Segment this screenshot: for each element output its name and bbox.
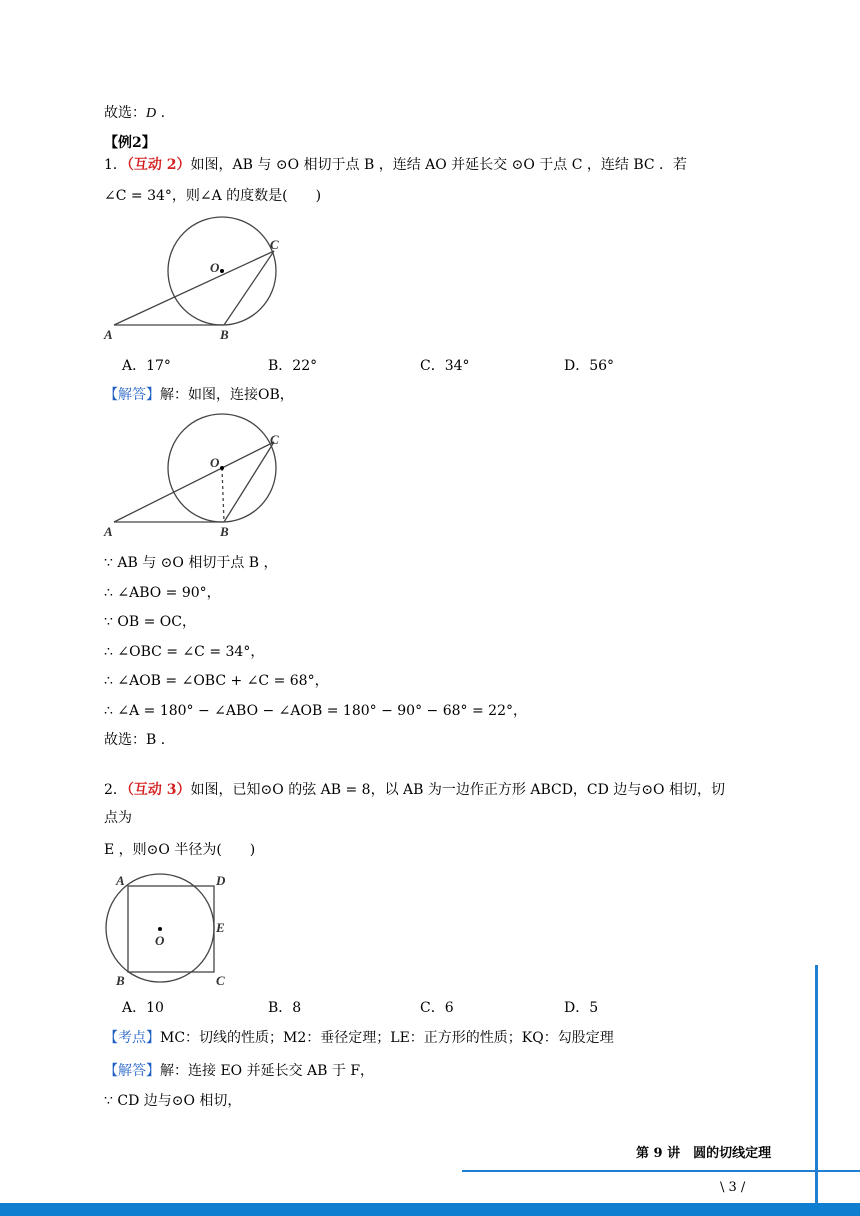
q2-step-1: ∵ CD 边与⊙O 相切， — [104, 1093, 242, 1109]
label-a: A — [104, 524, 113, 539]
q1-solution-intro — [104, 385, 294, 405]
center-point — [158, 927, 162, 931]
q1-step-5: ∴ ∠AOB = ∠OBC + ∠C = 68°， — [104, 673, 329, 689]
q1-step-3: ∵ OB = OC， — [104, 614, 196, 630]
q1-number: 1． — [104, 157, 127, 173]
answer-value: D — [146, 106, 157, 121]
kaodian-label: 【考点】 — [104, 1030, 160, 1046]
q2-option-a: A．10 — [122, 1000, 164, 1016]
q1-option-b: B．22° — [268, 358, 318, 374]
page-number: \ 3 / — [720, 1180, 746, 1195]
q2-text-a: 如图，已知⊙O 的弦 AB = 8，以 AB 为一边作正方形 ABCD，CD 边与⊙O 相切，切 — [190, 782, 725, 798]
segment-ob-dashed — [222, 468, 224, 522]
label-c: C — [216, 973, 225, 988]
solution-intro-text: 解：如图，连接OB， — [160, 387, 294, 403]
label-o: O — [155, 933, 165, 948]
label-a: A — [104, 327, 113, 342]
q1-text-b: AB 与 ⊙O 相切于点 B ，连结 AO 并延长交 ⊙O 于点 C ，连结 BC ．若 — [232, 157, 688, 173]
label-o: O — [210, 260, 220, 275]
segment-ac — [114, 251, 274, 325]
q2-number: 2． — [104, 782, 127, 798]
solution-label: 【解答】 — [104, 1063, 160, 1079]
footer-title: 第 9 讲 圆的切线定理 — [636, 1146, 772, 1161]
q2-figure — [100, 868, 240, 990]
segment-ac — [114, 442, 274, 522]
q1-tag: （互动 2） — [126, 157, 191, 173]
label-o: O — [210, 455, 220, 470]
solution-intro-text: 解：连接 EO 并延长交 AB 于 F， — [160, 1063, 375, 1079]
q1-step-1: ∵ AB 与 ⊙O 相切于点 B ， — [104, 555, 278, 571]
q2-option-b: B．8 — [268, 1000, 302, 1016]
q1-step-2: ∴ ∠ABO = 90°， — [104, 585, 221, 601]
solution-label: 【解答】 — [104, 387, 160, 403]
q2-stem-line3: E ，则⊙O 半径为( ) — [104, 842, 256, 858]
label-c: C — [270, 432, 279, 447]
q1-option-c: C．34° — [420, 358, 470, 374]
q2-tag: （互动 3） — [126, 782, 191, 798]
prev-answer: 故选：D . — [104, 105, 166, 121]
label-c: C — [270, 237, 279, 252]
label-b: B — [116, 973, 125, 988]
label-e: E — [216, 920, 225, 935]
q2-option-d: D．5 — [564, 1000, 599, 1016]
label-b: B — [220, 327, 229, 342]
q1-stem-line2: ∠C = 34°，则∠A 的度数是( ) — [104, 188, 322, 204]
label-a: A — [116, 873, 125, 888]
answer-prefix: 故选： — [104, 105, 146, 121]
q2-stem-line2: 点为 — [104, 810, 132, 826]
q2-kaodian — [104, 1028, 614, 1048]
q1-solution-figure — [100, 412, 300, 542]
bottom-bar — [0, 1203, 860, 1216]
q1-answer: 故选：B ． — [104, 732, 175, 748]
vertical-rule — [815, 965, 818, 1205]
q1-step-4: ∴ ∠OBC = ∠C = 34°， — [104, 644, 265, 660]
q1-text-a: 如图， — [190, 157, 233, 173]
q2-solution-intro — [104, 1061, 374, 1081]
q1-step-6: ∴ ∠A = 180° − ∠ABO − ∠AOB = 180° − 90° − 68° = 22°， — [104, 703, 527, 719]
example-label: 【例2】 — [104, 135, 156, 151]
q1-stem-line1 — [104, 155, 687, 175]
label-b: B — [220, 524, 229, 539]
q2-option-c: C．6 — [420, 1000, 454, 1016]
center-point — [220, 466, 224, 470]
q2-stem-line1 — [104, 780, 725, 800]
label-d: D — [216, 873, 226, 888]
horizontal-rule — [462, 1170, 860, 1172]
q1-option-a: A．17° — [122, 358, 171, 374]
q1-figure — [100, 215, 300, 345]
square-abcd — [128, 886, 214, 972]
center-point — [220, 269, 224, 273]
kaodian-text: MC：切线的性质；M2：垂径定理；LE：正方形的性质；KQ：勾股定理 — [160, 1030, 614, 1046]
q1-option-d: D．56° — [564, 358, 615, 374]
